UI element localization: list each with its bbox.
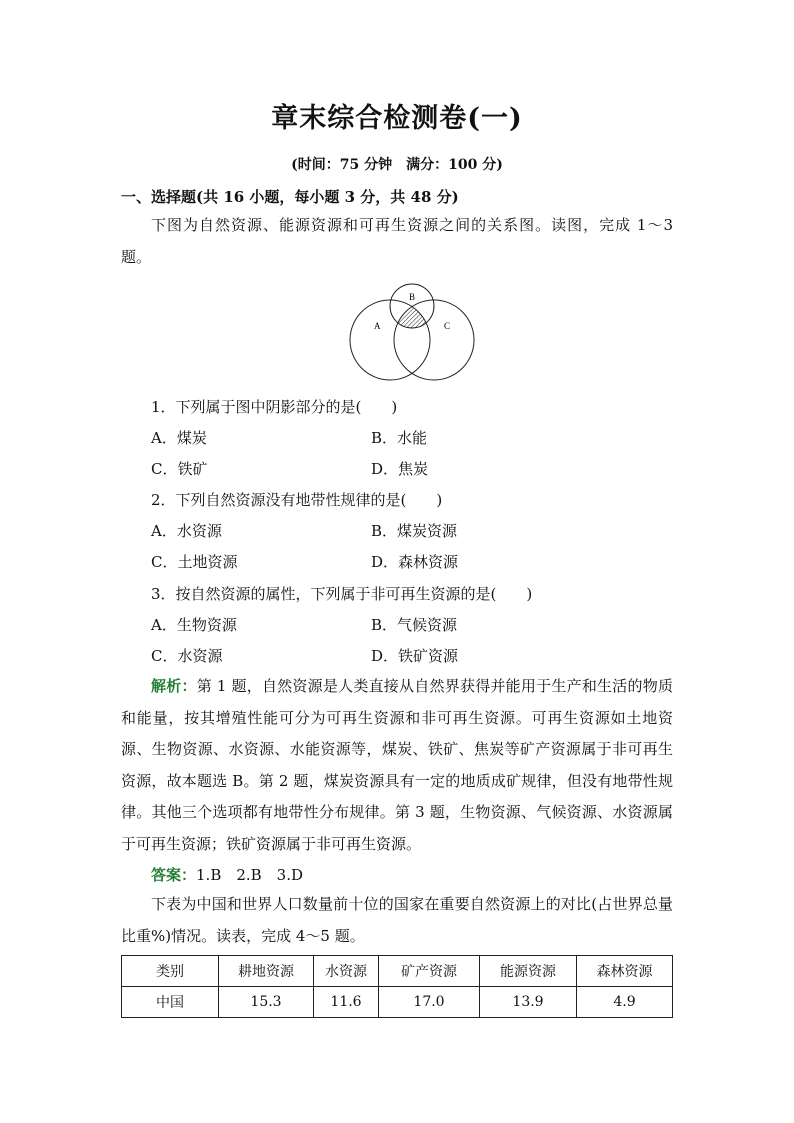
question-2-option-b: B．煤炭资源 [371,522,458,540]
question-2-option-c: C．土地资源 [151,553,238,571]
answer-label: 答案： [151,866,197,884]
answer-line [151,864,303,885]
question-2-option-d: D．森林资源 [371,553,459,571]
question-2-stem: 2．下列自然资源没有地带性规律的是( ) [151,491,443,509]
question-1-option-c: C．铁矿 [151,460,208,478]
question-3-option-a: A．生物资源 [151,616,237,634]
section-heading: 一、选择题(共 16 小题，每小题 3 分，共 48 分) [121,188,459,206]
label-a: A [374,321,381,331]
question-3-option-d: D．铁矿资源 [371,647,459,665]
table-header-cell: 类别 [122,956,219,987]
question-3-stem: 3．按自然资源的属性，下列属于非可再生资源的是( ) [151,585,533,603]
question-1-option-b: B．水能 [371,429,428,447]
circle-c [394,300,474,380]
question-2-option-a: A．水资源 [151,522,222,540]
resource-table [121,955,673,1018]
circle-a [350,300,430,380]
analysis-label: 解析： [151,677,197,695]
table-cell: 13.9 [480,987,577,1018]
analysis-text: 第 1 题，自然资源是人类直接从自然界获得并能用于生产和生活的物质和能量，按其增殖性能可分为可再生资源和非可再生资源。可再生资源如土地资源、生物资源、水资源、水能资源等，煤炭、铁矿、焦炭等矿产资源属于非可再生资源，故本题选 B。第 2 题，煤炭资源具有一定的地质成矿规律，但没有地带性规律。其他三个选项都有地带性分布规律。第 3 题，生物资源、气候资源、水资源属于可再生资源；铁矿资源属于非可再生资源。 [121,677,673,853]
question-3-option-c: C．水资源 [151,647,223,665]
question-1-option-a: A．煤炭 [151,429,207,447]
table-cell: 15.3 [219,987,314,1018]
label-c: C [444,321,451,331]
venn-diagram [346,282,478,386]
intro-paragraph-1: 下图为自然资源、能源资源和可再生资源之间的关系图。读图，完成 1～3 题。 [121,216,673,266]
table-header-cell: 森林资源 [577,956,673,987]
table-header-cell: 水资源 [314,956,379,987]
label-b: B [409,292,416,302]
intro-paragraph-2: 下表为中国和世界人口数量前十位的国家在重要自然资源上的对比(占世界总量比重%)情况。读表，完成 4～5 题。 [121,895,673,945]
table-row [122,987,673,1018]
question-3-option-b: B．气候资源 [371,616,458,634]
table-cell: 17.0 [379,987,480,1018]
table-header-cell: 矿产资源 [379,956,480,987]
table-cell: 4.9 [577,987,673,1018]
table-cell: 中国 [122,987,219,1018]
question-1-option-d: D．焦炭 [371,460,429,478]
table-cell: 11.6 [314,987,379,1018]
exam-info: (时间：75 分钟 满分：100 分) [291,157,503,173]
table-header-row [122,956,673,987]
question-1-stem: 1．下列属于图中阴影部分的是( ) [151,398,398,416]
analysis-paragraph [121,671,673,860]
page-title: 章末综合检测卷(一) [271,103,523,134]
table-header-cell: 耕地资源 [219,956,314,987]
answer-text: 1.B 2.B 3.D [196,866,304,884]
table-header-cell: 能源资源 [480,956,577,987]
